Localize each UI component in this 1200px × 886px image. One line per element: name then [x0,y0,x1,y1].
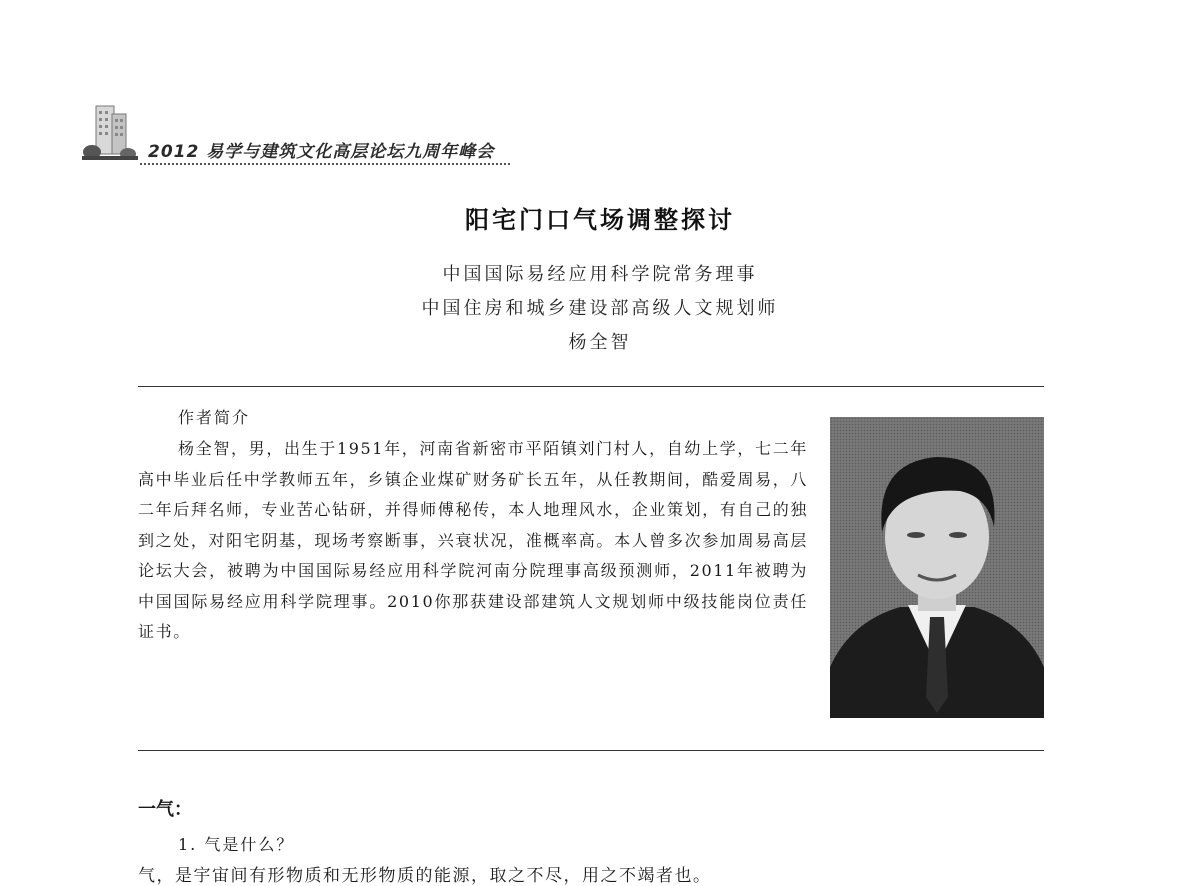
header-title: 2012 易学与建筑文化高层论坛九周年峰会 [148,142,495,162]
bio-bottom-rule [138,750,1044,751]
section-answer: 气，是宇宙间有形物质和无形物质的能源，取之不尽，用之不竭者也。 [138,866,712,886]
bio-top-rule [138,386,1044,387]
author-affiliation-1: 中国国际易经应用科学院常务理事 [442,264,758,285]
section-heading: 一气： [138,799,192,820]
author-photo [830,417,1044,718]
author-name: 杨全智 [568,332,632,353]
section-question: 1. 气是什么？ [178,835,295,854]
author-affiliation-2: 中国住房和城乡建设部高级人文规划师 [421,298,779,319]
forum-logo-icon [82,102,138,164]
article-title: 阳宅门口气场调整探讨 [465,206,735,234]
bio-text: 杨全智，男，出生于1951年，河南省新密市平陌镇刘门村人，自幼上学，七二年高中毕业后任中学教师五年，乡镇企业煤矿财务矿长五年，从任教期间，酷爱周易，八二年后拜名师，专业苦心钻研，并得师傅秘传，本人地理风水，企业策划，有自己的独到之处，对阳宅阴基，现场考察断事，兴衰状况，准概率高。本人曾多次参加周易高层论坛大会，被聘为中国国际易经应用科学院河南分院理事高级预测师，2011年被聘为中国国际易经应用科学院理事。2010你那获建设部建筑人文规划师中级技能岗位责任证书。 [138,439,808,641]
bio-heading: 作者简介 [178,408,251,427]
header-divider [140,163,510,165]
